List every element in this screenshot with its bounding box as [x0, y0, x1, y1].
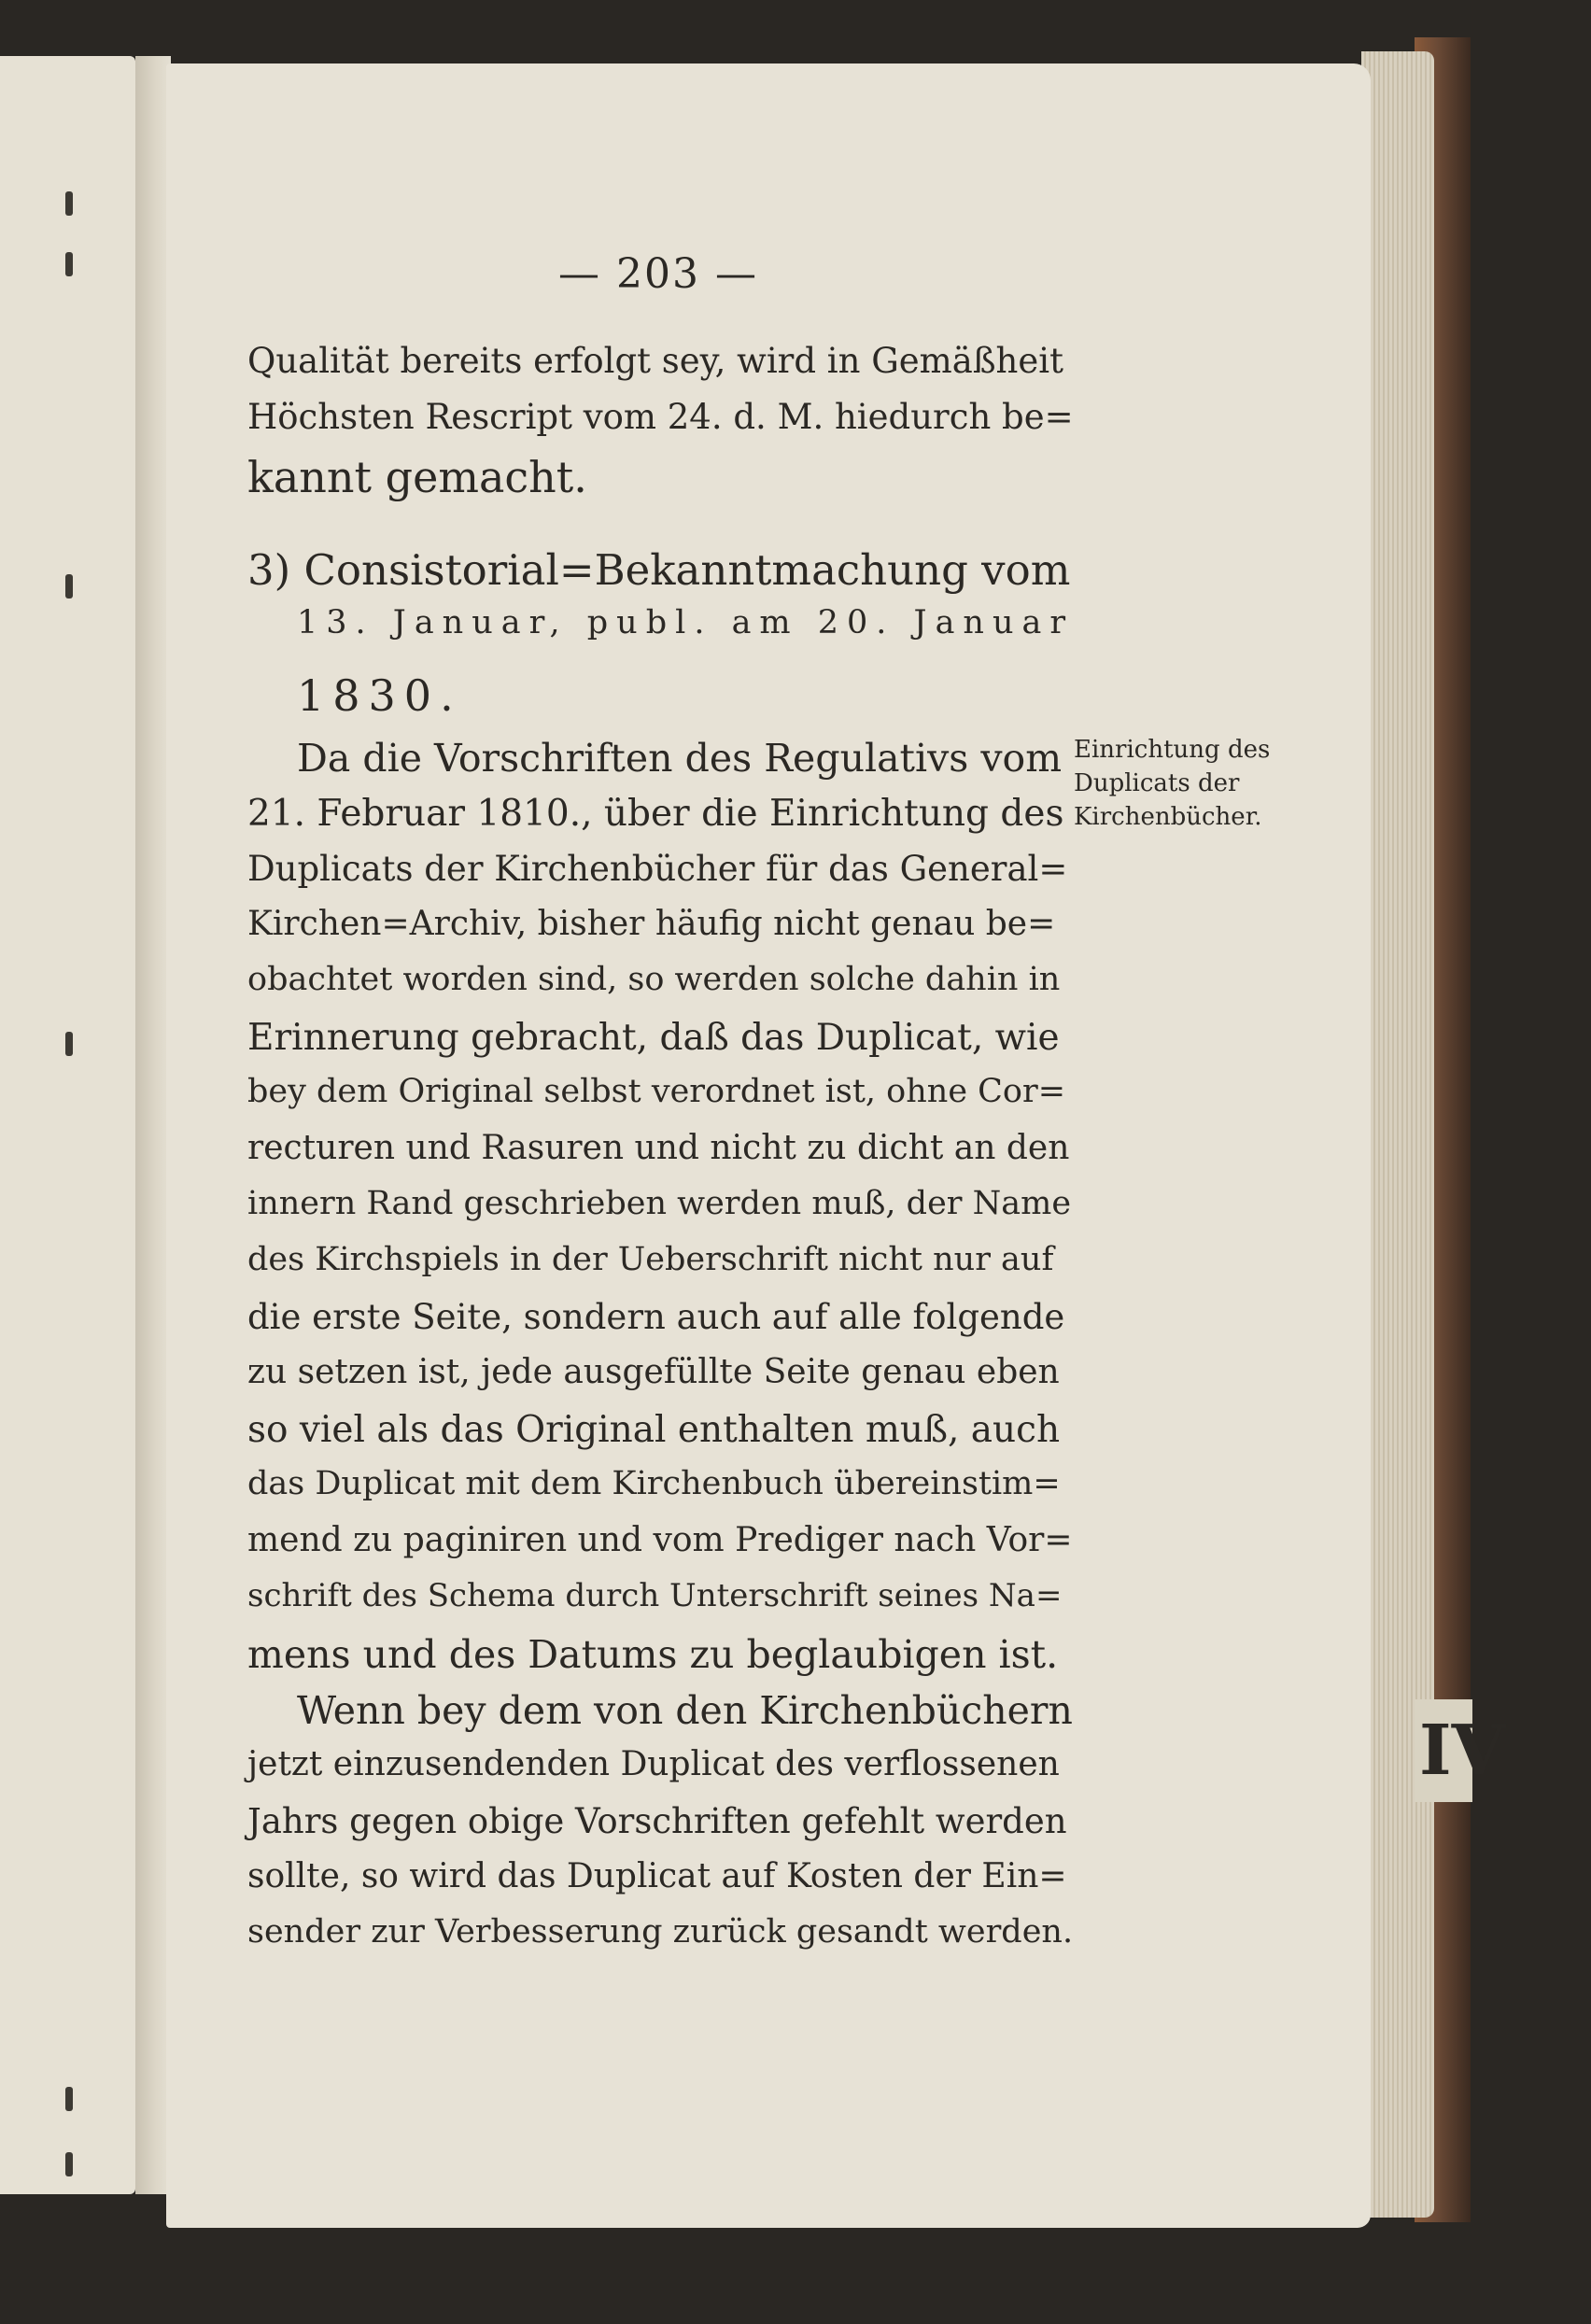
text-line: sender zur Verbesserung zurück gesandt werden.: [247, 1913, 1074, 1951]
text-line: kannt gemacht.: [247, 452, 587, 502]
stitch-mark: [65, 252, 73, 276]
page-edges: [1361, 51, 1434, 2218]
stitch-mark: [65, 2087, 73, 2111]
text-line: Erinnerung gebracht, daß das Duplicat, wie: [247, 1017, 1060, 1059]
section-heading-line: 1830.: [297, 670, 462, 721]
text-line: Wenn bey dem von den Kirchenbüchern: [297, 1688, 1073, 1733]
text-line: Duplicats der Kirchenbücher für das General=: [247, 849, 1068, 889]
text-line: mens und des Datums zu beglaubigen ist.: [247, 1632, 1059, 1677]
left-page: [0, 56, 135, 2194]
text-line: das Duplicat mit dem Kirchenbuch übereinstim=: [247, 1465, 1061, 1502]
text-line: Höchsten Rescript vom 24. d. M. hiedurch be=: [247, 397, 1074, 437]
margin-note-line: Duplicats der: [1074, 769, 1240, 797]
text-line: des Kirchspiels in der Ueberschrift nicht nur auf: [247, 1241, 1054, 1278]
section-heading-line: 13. Januar, publ. am 20. Januar: [297, 604, 1075, 641]
stitch-mark: [65, 2152, 73, 2176]
text-line: Qualität bereits erfolgt sey, wird in Gemäßheit: [247, 341, 1063, 381]
text-line: so viel als das Original enthalten muß, auch: [247, 1409, 1061, 1451]
text-line: obachtet worden sind, so werden solche dahin in: [247, 961, 1061, 998]
stitch-mark: [65, 191, 73, 216]
text-line: bey dem Original selbst verordnet ist, ohne Cor=: [247, 1073, 1066, 1110]
section-heading-line: 3) Consistorial=Bekanntmachung vom: [247, 545, 1071, 595]
text-line: recturen und Rasuren und nicht zu dicht an den: [247, 1129, 1070, 1167]
margin-note-line: Einrichtung des: [1074, 736, 1271, 764]
text-line: Kirchen=Archiv, bisher häufig nicht genau be=: [247, 905, 1056, 943]
text-line: schrift des Schema durch Unterschrift seines Na=: [247, 1577, 1063, 1614]
stitch-mark: [65, 574, 73, 599]
text-line: innern Rand geschrieben werden muß, der Name: [247, 1185, 1072, 1222]
spine-label: IV: [1419, 1711, 1506, 1791]
text-line: sollte, so wird das Duplicat auf Kosten der Ein=: [247, 1857, 1067, 1895]
text-line: 21. Februar 1810., über die Einrichtung des: [247, 793, 1064, 835]
text-line: mend zu paginiren und vom Prediger nach Vor=: [247, 1521, 1073, 1559]
margin-note-line: Kirchenbücher.: [1074, 803, 1262, 831]
text-line: Jahrs gegen obige Vorschriften gefehlt werden: [247, 1801, 1067, 1841]
text-line: jetzt einzusendenden Duplicat des verflossenen: [247, 1745, 1060, 1783]
text-line: zu setzen ist, jede ausgefüllte Seite genau eben: [247, 1353, 1060, 1391]
text-line: die erste Seite, sondern auch auf alle folgende: [247, 1297, 1065, 1337]
page-number: — 203 —: [558, 250, 758, 298]
text-line: Da die Vorschriften des Regulativs vom: [297, 736, 1063, 781]
stitch-mark: [65, 1032, 73, 1056]
